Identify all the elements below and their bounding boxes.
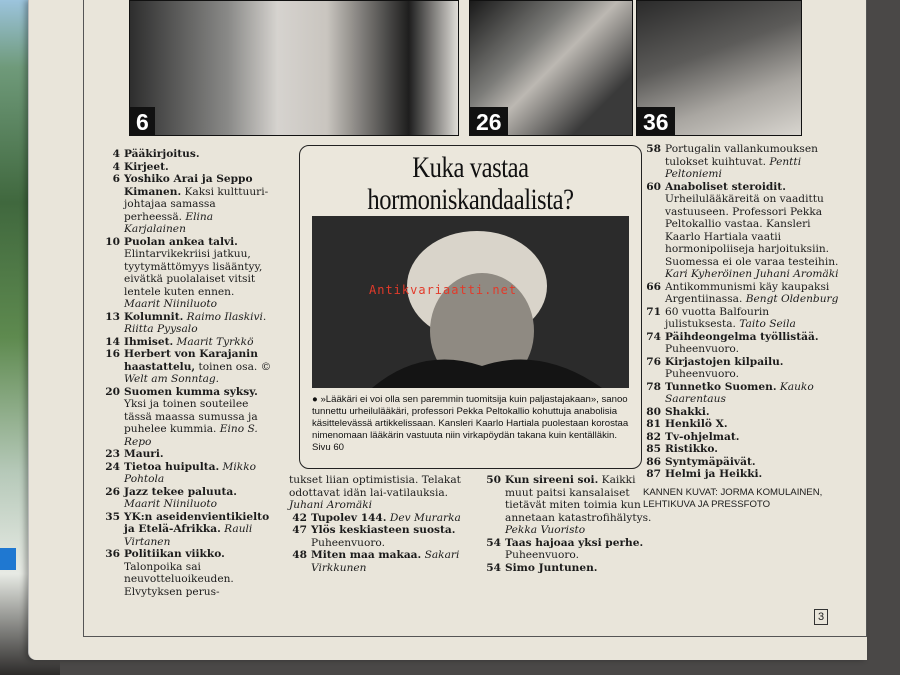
contents-entry	[643, 468, 839, 481]
entry-page-number: 10	[105, 235, 120, 248]
entry-page-number: 82	[646, 430, 661, 443]
entry-page-number: 14	[105, 335, 120, 348]
contents-entry	[102, 173, 272, 236]
contents-entry	[643, 306, 839, 331]
entry-author: © Welt am Sonntag.	[124, 360, 272, 385]
entry-author: Eino S. Repo	[124, 423, 258, 448]
contents-entry	[643, 331, 839, 356]
entry-author: Rauli Virtanen	[124, 523, 253, 548]
contents-entry	[643, 456, 839, 469]
entry-heading: Tv-ohjelmat.	[665, 430, 740, 443]
entry-text: toinen osa.	[195, 360, 258, 373]
entry-page-number: 50	[486, 474, 501, 486]
entry-heading: Tietoa huipulta.	[124, 460, 220, 473]
entry-author: Raimo Ilaskivi. Riitta Pyysalo	[124, 310, 267, 335]
entry-heading: Pääkirjoitus.	[124, 148, 200, 160]
entry-page-number: 81	[646, 418, 661, 430]
entry-author: Bengt Oldenburg	[742, 293, 839, 305]
entry-text: Elintarvikekriisi jatkuu, tyytymättömyys lisääntyy, eivätkä puolalaiset vitsit lentele kuten ennen.	[124, 248, 263, 298]
magazine-page	[28, 0, 867, 660]
contents-entry	[102, 461, 272, 486]
contents-entry	[643, 281, 839, 306]
cover-credits: KANNEN KUVAT: JORMA KOMULAINEN, LEHTIKUVA JA PRESSFOTO	[643, 486, 823, 510]
entry-page-number: 87	[646, 468, 661, 480]
entry-author: Maarit Niiniluoto	[124, 498, 218, 510]
entry-heading: Shakki.	[665, 405, 710, 418]
entry-page-number: 35	[105, 510, 120, 523]
entry-author: Kauko Saarentaus	[665, 380, 814, 405]
portrait-illustration	[312, 216, 629, 388]
entry-text: Talonpoika sai neuvotteluoikeuden. Elvytyksen perus-	[124, 560, 234, 598]
watermark-text: Antikvariaatti.net	[369, 283, 518, 297]
entry-heading: Henkilö X.	[665, 418, 728, 430]
entry-page-number: 4	[112, 148, 120, 160]
top-photo-2	[469, 0, 633, 136]
entry-heading: Kirjeet.	[124, 160, 169, 173]
entry-page-number: 54	[486, 536, 501, 549]
contents-entry	[289, 474, 477, 512]
feature-box	[299, 145, 642, 469]
entry-heading: Jazz tekee paluuta.	[124, 485, 237, 498]
page-number: 3	[814, 609, 828, 625]
feature-caption: ● »Lääkäri ei voi olla sen paremmin tuomitsija kuin paljastajakaan», sanoo tunnettu urheilulääkäri, professori Pekka Peltokallio kohuttuja anabolisia käsittelevässä artikkelissaan. Kansleri Kaarlo Hartiala puolestaan korostaa nimenomaan lääkärin vastuuta niin virkapöydän takana kuin kentälläkin. Sivu 60	[312, 394, 629, 453]
entry-heading: YK:n aseidenvientikielto ja Etelä-Afrikka.	[124, 510, 270, 535]
entry-page-number: 60	[646, 180, 661, 193]
entry-page-number: 74	[646, 330, 661, 343]
entry-page-number: 4	[112, 160, 120, 173]
contents-column-1	[102, 148, 272, 598]
contents-entry	[102, 236, 272, 311]
entry-heading: Tupolev 144.	[311, 511, 387, 524]
entry-author: Pekka Vuoristo	[505, 524, 586, 536]
entry-heading: Ylös keskiasteen suosta.	[311, 524, 456, 536]
contents-entry	[643, 406, 839, 419]
entry-heading: Miten maa makaa.	[311, 549, 422, 561]
contents-entry	[643, 143, 839, 181]
entry-heading: Päihdeongelma työllistää.	[665, 330, 819, 343]
contents-entry	[102, 336, 272, 349]
entry-text: 60 vuotta Balfourin julistuksesta.	[665, 305, 770, 330]
feature-title-line-1: Kuka vastaa	[412, 151, 529, 184]
contents-entry	[643, 418, 839, 431]
entry-heading: Puolan ankea talvi.	[124, 235, 238, 248]
contents-entry	[102, 161, 272, 174]
contents-entry	[483, 537, 663, 562]
contents-entry	[643, 431, 839, 444]
entry-text: Puheenvuoro.	[505, 549, 579, 561]
entry-text: Portugalin vallankumouksen tulokset kuihtuvat.	[665, 143, 818, 168]
entry-page-number: 24	[105, 460, 120, 473]
entry-page-number: 48	[292, 549, 307, 561]
entry-page-number: 85	[646, 443, 661, 455]
entry-page-number: 16	[105, 348, 120, 360]
feature-title-line-2: hormoniskandaalista?	[367, 183, 574, 216]
entry-heading: Simo Juntunen.	[505, 561, 598, 574]
blue-strip	[0, 548, 16, 570]
entry-page-number: 58	[646, 143, 661, 155]
contents-entry	[102, 386, 272, 449]
contents-entry	[643, 381, 839, 406]
entry-heading: Taas hajoaa yksi perhe.	[505, 536, 644, 549]
entry-text: Kaksi kulttuuri-johtajaa samassa perheessä.	[124, 185, 269, 223]
entry-page-number: 42	[292, 511, 307, 524]
entry-author: Juhani Aromäki	[289, 499, 373, 511]
contents-column-4	[643, 143, 839, 511]
contents-entry	[289, 512, 477, 525]
entry-author: Elina Karjalainen	[124, 210, 214, 235]
contents-entry	[643, 443, 839, 456]
entry-page-number: 86	[646, 455, 661, 468]
entry-page-number: 6	[112, 173, 120, 185]
contents-entry	[289, 549, 477, 574]
entry-page-number: 71	[646, 305, 661, 318]
contents-entry	[102, 448, 272, 461]
entry-page-number: 80	[646, 405, 661, 418]
entry-page-number: 66	[646, 280, 661, 293]
entry-heading: Kun sireeni soi.	[505, 474, 599, 486]
entry-page-number: 54	[486, 561, 501, 574]
entry-heading: Syntymäpäivät.	[665, 455, 756, 468]
contents-entry	[289, 524, 477, 549]
entry-text: Kaikki muut paitsi kansalaiset tietävät miten toimia kun annetaan katastrofihälytys.	[505, 474, 652, 524]
entry-author: Kari Kyheröinen Juhani Aromäki	[665, 268, 839, 280]
entry-heading: Yoshiko Arai ja Seppo Kimanen.	[124, 173, 253, 198]
entry-page-number: 13	[105, 310, 120, 323]
contents-entry	[643, 181, 839, 281]
entry-heading: Kirjastojen kilpailu.	[665, 355, 784, 368]
entry-text: tukset liian optimistisia. Telakat odottavat idän lai-vatilauksia.	[289, 474, 461, 499]
entry-text: Puheenvuoro.	[665, 343, 739, 355]
entry-heading: Kolumnit.	[124, 310, 184, 323]
contents-entry	[483, 562, 663, 575]
entry-heading: Ihmiset.	[124, 335, 174, 348]
entry-author: Dev Murarka	[386, 511, 461, 524]
entry-author: Maarit Niiniluoto	[124, 298, 218, 310]
contents-entry	[102, 148, 272, 161]
contents-entry	[102, 348, 272, 386]
entry-heading: Tunnetko Suomen.	[665, 380, 777, 393]
entry-page-number: 76	[646, 355, 661, 368]
entry-heading: Herbert von Karajanin haastattelu,	[124, 348, 258, 373]
entry-page-number: 78	[646, 380, 661, 393]
entry-text: Puheenvuoro.	[311, 536, 385, 549]
entry-author: Maarit Tyrkkö	[173, 335, 254, 348]
entry-heading: Ristikko.	[665, 443, 718, 455]
entry-page-number: 36	[105, 548, 120, 560]
contents-entry	[102, 511, 272, 549]
photo-number: 36	[637, 107, 675, 135]
entry-heading: Mauri.	[124, 448, 164, 460]
entry-heading: Anaboliset steroidit.	[665, 180, 786, 193]
entry-author: Sakari Virkkunen	[311, 549, 460, 574]
entry-text: Antikommunismi käy kaupaksi Argentiinassa.	[665, 280, 830, 305]
contents-column-2	[289, 474, 477, 574]
entry-heading: Politiikan viikko.	[124, 548, 225, 560]
contents-entry	[102, 486, 272, 511]
entry-page-number: 23	[105, 448, 120, 460]
entry-text: Urheilulääkäreitä on vaadittu vastuuseen. Professori Pekka Peltokallio vastaa. Kansleri Kaarlo Hartiala vaatii hormonipoliiseja harjoituksiin. Suomessa ei ole varaa testeihin.	[665, 193, 839, 268]
entry-heading: Helmi ja Heikki.	[665, 468, 763, 480]
contents-entry	[483, 474, 663, 537]
contents-column-3	[483, 474, 663, 574]
entry-page-number: 26	[105, 485, 120, 498]
entry-text: Puheenvuoro.	[665, 368, 739, 380]
feature-photo	[312, 216, 629, 388]
entry-heading: Suomen kumma syksy.	[124, 385, 258, 398]
entry-author: Mikko Pohtola	[124, 460, 256, 485]
entry-text: Yksi ja toinen souteilee tässä maassa sumussa ja puhelee kummia.	[124, 398, 258, 435]
top-photo-3	[636, 0, 802, 136]
contents-entry	[102, 311, 272, 336]
entry-author: Pentti Peltoniemi	[665, 155, 802, 180]
feature-title	[331, 152, 611, 216]
entry-page-number: 20	[105, 385, 120, 398]
contents-entry	[643, 356, 839, 381]
entry-author: Taito Seila	[735, 318, 796, 330]
photo-number: 6	[130, 107, 155, 135]
photo-number: 26	[470, 107, 508, 135]
top-photo-1	[129, 0, 459, 136]
entry-page-number: 47	[292, 524, 307, 536]
contents-entry	[102, 548, 272, 598]
